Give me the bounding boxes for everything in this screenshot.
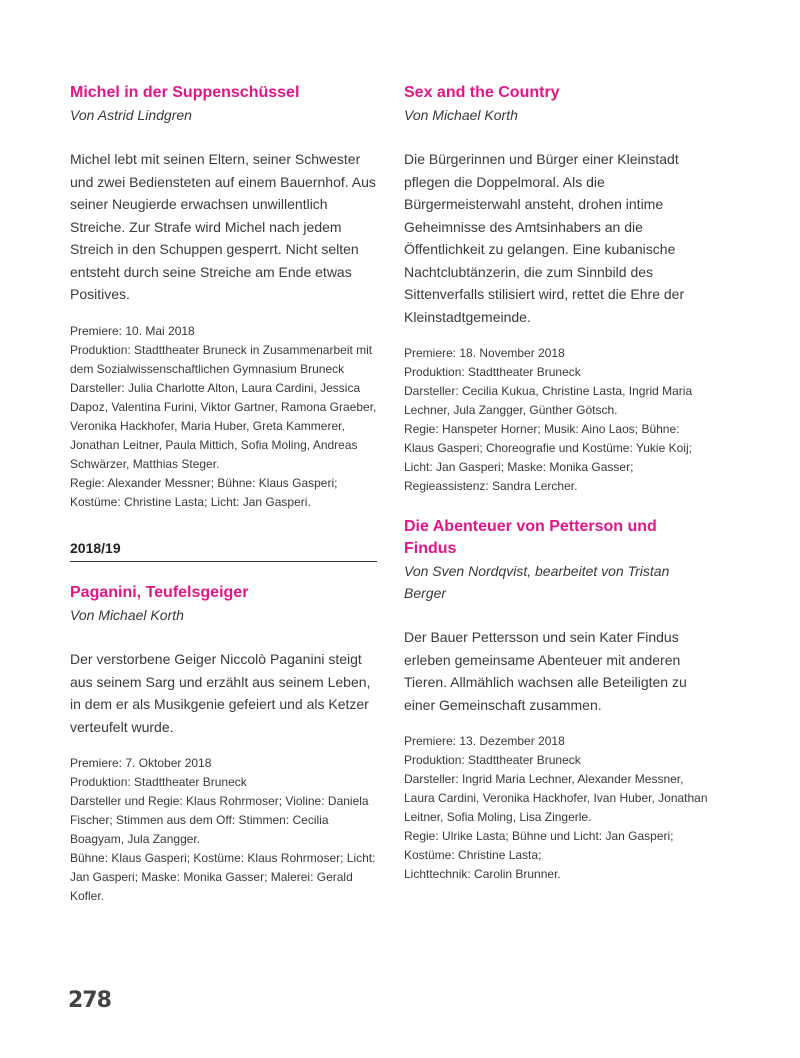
entry-title: Die Abenteuer von Petterson und Findus xyxy=(404,518,657,557)
credit-line: Premiere: 13. Dezember 2018 xyxy=(404,734,565,748)
entry-synopsis: Der verstorbene Geiger Niccolò Paganini steigt aus seinem Sarg und erzählt aus seinem Leben, in dem er als Musikgenie gefeiert und als Ketzer verteufelt wurde. xyxy=(70,651,371,735)
credit-line: Produktion: Stadttheater Bruneck in Zusammenarbeit mit dem Sozialwissenschaftlichen Gymnasium Bruneck xyxy=(70,342,373,376)
credit-line: Darsteller: Ingrid Maria Lechner, Alexander Messner, Laura Cardini, Veronika Hackhofer, Ivan Huber, Jonathan Leitner, Sofia Moling, Lisa Zingerle. xyxy=(404,772,708,824)
credit-line: Premiere: 7. Oktober 2018 xyxy=(70,756,212,770)
entry-author: Von Astrid Lindgren xyxy=(70,107,192,123)
entry-petterson-findus xyxy=(404,516,711,884)
credit-line: Produktion: Stadttheater Bruneck xyxy=(404,365,581,379)
credit-line: Premiere: 18. November 2018 xyxy=(404,346,565,360)
credit-line: Regie: Hanspeter Horner; Musik: Aino Laos; Bühne: Klaus Gasperi; Choreografie und Kostüme: Yukie Koij; Licht: Jan Gasperi; Maske: Monika Gasser; xyxy=(404,422,692,474)
page-number: 278 xyxy=(68,988,111,1013)
credit-line: Premiere: 10. Mai 2018 xyxy=(70,323,195,338)
entry-synopsis: Michel lebt mit seinen Eltern, seiner Schwester und zwei Bediensteten auf einem Bauernhof. Aus seiner Neugierde erwachsen unwillentlich Streiche. Zur Strafe wird Michel nach jedem Streich in den Schuppen gesperrt. Nicht selten entsteht durch seine Streiche am Ende etwas Positives. xyxy=(70,151,376,302)
season-heading: 2018/19 xyxy=(70,538,377,562)
credit-line: Darsteller: Cecilia Kukua, Christine Lasta, Ingrid Maria Lechner, Jula Zangger, Günther Götsch. xyxy=(404,384,693,417)
credit-line: Produktion: Stadttheater Bruneck xyxy=(70,775,247,789)
credit-line: Darsteller: Julia Charlotte Alton, Laura Cardini, Jessica Dapoz, Valentina Furini, Viktor Gartner, Ramona Graeber, Veronika Hackhofer, Maria Huber, Greta Kammerer, Jonathan Leitner, Paula Mittich, Sofia Moling, Andreas Schwärzer, Matthias Steger. xyxy=(70,380,377,471)
entry-credits xyxy=(404,344,711,496)
entry-michel xyxy=(70,82,377,512)
credit-line: Bühne: Klaus Gasperi; Kostüme: Klaus Rohrmoser; Licht: Jan Gasperi; Maske: Monika Gasser; Malerei: Gerald Kofler. xyxy=(70,851,376,903)
entry-title: Sex and the Country xyxy=(404,84,560,101)
entry-credits xyxy=(70,754,377,906)
entry-credits xyxy=(404,732,711,884)
entry-synopsis: Die Bürgerinnen und Bürger einer Kleinstadt pflegen die Doppelmoral. Als die Bürgermeisterwahl ansteht, drohen intime Geheimnisse des Amtsinhabers an die Öffentlichkeit zu gelangen. Eine kubanische Nachtclubtänzerin, die zum Sinnbild des Sittenverfalls stilisiert wird, rettet die Ehre der Kleinstadtgemeinde. xyxy=(404,151,685,325)
entry-author: Von Michael Korth xyxy=(70,607,184,623)
entry-author: Von Sven Nordqvist, bearbeitet von Tristan Berger xyxy=(404,563,670,601)
entry-title: Paganini, Teufelsgeiger xyxy=(70,584,249,601)
entry-sex-and-the-country xyxy=(404,82,711,496)
entry-credits xyxy=(70,322,377,512)
credit-line: Regie: Alexander Messner; Bühne: Klaus Gasperi; Kostüme: Christine Lasta; Licht: Jan Gasperi. xyxy=(70,475,338,509)
entry-paganini xyxy=(70,582,377,906)
credit-line: Produktion: Stadttheater Bruneck xyxy=(404,753,581,767)
credit-line: Lichttechnik: Carolin Brunner. xyxy=(404,867,561,881)
entry-synopsis: Der Bauer Pettersson und sein Kater Findus erleben gemeinsame Abenteuer mit anderen Tieren. Allmählich wachsen alle Beteiligten zu einer Gemeinschaft zusammen. xyxy=(404,629,687,713)
credit-line: Regie: Ulrike Lasta; Bühne und Licht: Jan Gasperi; Kostüme: Christine Lasta; xyxy=(404,829,674,862)
credit-line: Darsteller und Regie: Klaus Rohrmoser; Violine: Daniela Fischer; Stimmen aus dem Off: Stimmen: Cecilia Boagyam, Jula Zangger. xyxy=(70,794,369,846)
credit-line: Regieassistenz: Sandra Lercher. xyxy=(404,479,578,493)
entry-title: Michel in der Suppenschüssel xyxy=(70,84,300,101)
entry-author: Von Michael Korth xyxy=(404,107,518,123)
